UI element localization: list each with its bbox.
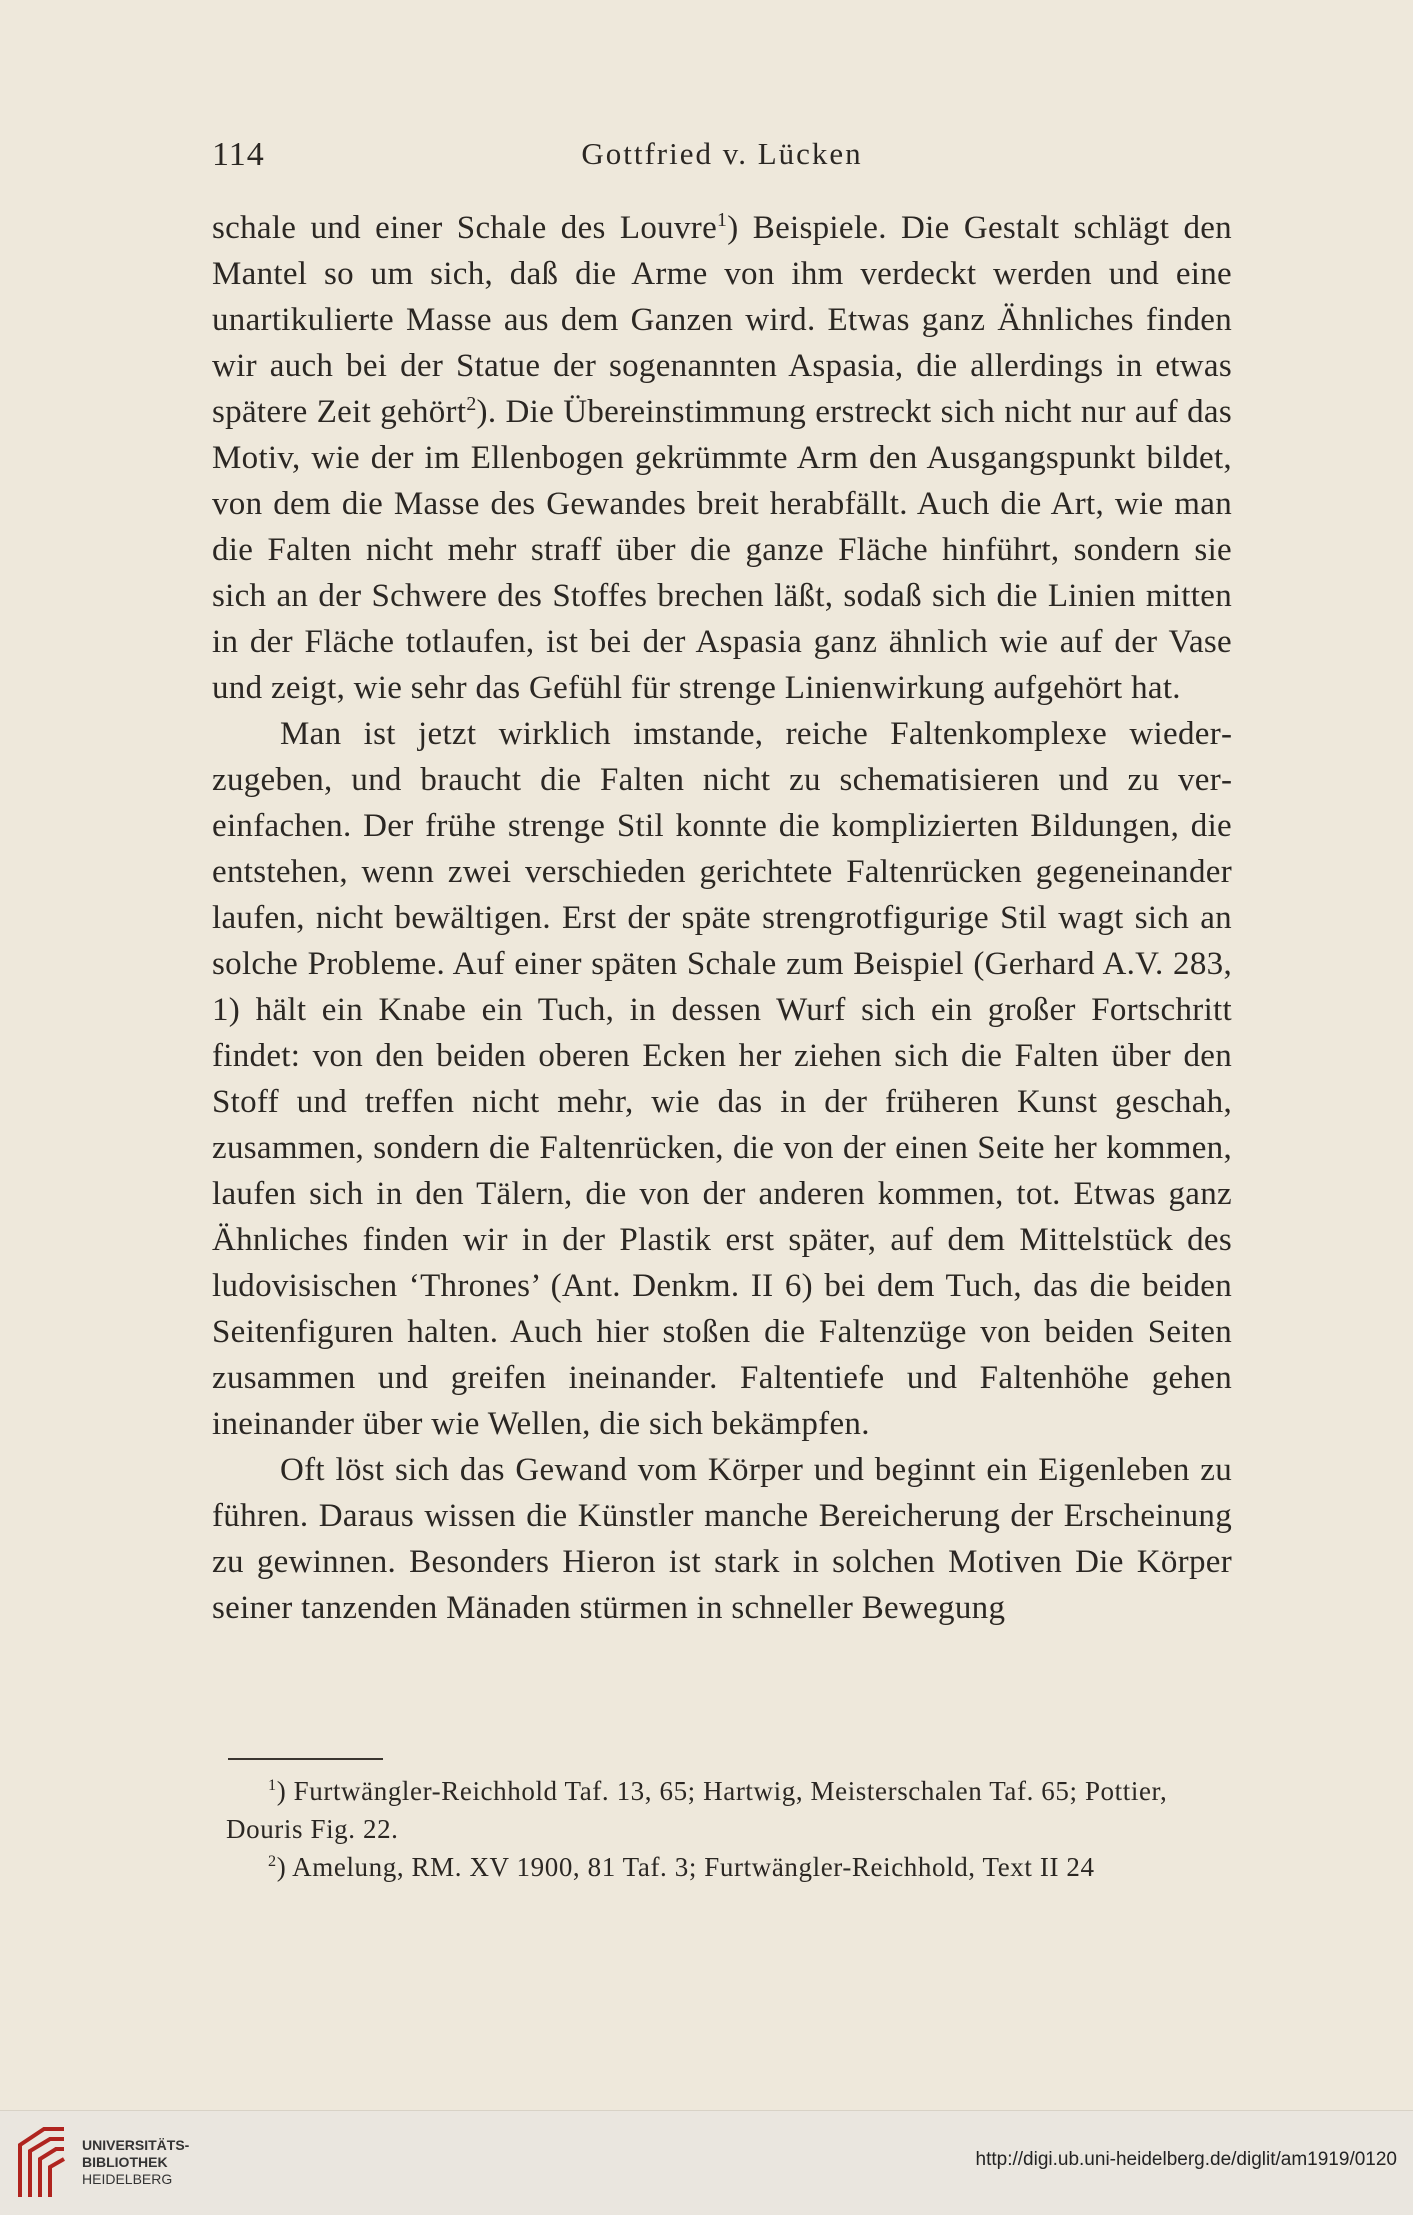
footnote-ref-1: 1 [717,209,728,231]
page-header [212,130,1232,180]
paragraph-1-part-c: ). Die Übereinstimmung erstreckt sich nicht nur auf das Motiv, wie der im Ellenbogen gekrümmte Arm den Ausgangspunkt bildet, von dem die Masse des Gewandes breit herabfällt. Auch die Art, wie man die Falten nicht mehr straff über die ganze Fläche hinführt, sondern sie sich an der Schwere des Stoffes brechen läßt, sodaß sich die Linien mitten in der Fläche totlaufen, ist bei der Aspasia ganz ähnlich wie auf der Vase und zeigt, wie sehr das Gefühl für strenge Linienwirkung aufgehört hat. [212,394,1232,706]
footnote-2-marker: 2 [268,1852,277,1870]
heidelberg-library-logo-icon [14,2123,70,2201]
paragraph-2: Man ist jetzt wirklich imstande, reiche Faltenkomplexe wiederzugeben, und braucht die Falten nicht zu schematisieren und zu vereinfachen. Der frühe strenge Stil konnte die komplizierten Bildungen, die entstehen, wenn zwei verschieden gerichtete Faltenrücken gegeneinander laufen, nicht bewältigen. Erst der späte strengrotfigurige Stil wagt sich an solche Probleme. Auf einer späten Schale zum Beispiel (Gerhard A.V. 283, 1) hält ein Knabe ein Tuch, in dessen Wurf sich ein großer Fortschritt findet: von den beiden oberen Ecken her ziehen sich die Falten über den Stoff und treffen nicht mehr, wie das in der früheren Kunst geschah, zusammen, sondern die Faltenrücken, die von der einen Seite her kommen, laufen sich in den Tälern, die von der anderen kommen, tot. Etwas ganz Ähnliches finden wir in der Plastik erst später, auf dem Mittelstück des ludovisischen ‘Thrones’ (Ant. Denkm. II 6) bei dem Tuch, das die beiden Seitenfiguren halten. Auch hier stoßen die Faltenzüge von beiden Seiten zusammen und greifen ineinander. Faltentiefe und Faltenhöhe gehen ineinander über wie Wellen, die sich bekämpfen. [212,716,1232,1442]
digitization-footer [0,2110,1413,2215]
library-name [82,2137,189,2188]
library-name-line-3: HEIDELBERG [82,2171,173,2187]
paragraph-1-part-a: schale und einer Schale des Louvre [212,210,718,246]
body-text [212,205,1232,1631]
paragraph-3: Oft löst sich das Gewand vom Körper und beginnt ein Eigenleben zu führen. Daraus wissen die Künstler manche Bereicherung der Erscheinung zu gewinnen. Besonders Hieron ist stark in solchen Motiven Die Körper seiner tanzenden Mänaden stürmen in schneller Bewegung [212,1452,1232,1626]
footnote-ref-2: 2 [466,393,477,415]
footnote-1-marker: 1 [268,1776,277,1794]
footnote-1-text: ) Furtwängler-Reichhold Taf. 13, 65; Hartwig, Meisterschalen Taf. 65; Pottier, Douris Fig. 22. [226,1776,1168,1844]
running-head: Gottfried v. Lücken [581,136,863,171]
footnote-2-text: ) Amelung, RM. XV 1900, 81 Taf. 3; Furtwängler-Reichhold, Text II 24 [276,1852,1095,1882]
library-name-line-1: UNIVERSITÄTS- [82,2137,190,2153]
footnote-2 [226,1848,1232,1886]
paragraph-1 [212,205,1232,711]
paragraph-1-part-b: ) Beispiele. Die Gestalt schlägt den Mantel so um sich, daß die Arme von ihm verdeckt werden und eine unartikulierte Masse aus dem Ganzen wird. Etwas ganz Ähnliches finden wir auch bei der Statue der sogenannten Aspasia, die allerdings in etwas spätere Zeit gehört [212,210,1232,430]
footnotes [226,1772,1232,1886]
footnote-1 [226,1772,1232,1848]
footnote-divider [228,1758,383,1760]
page-number: 114 [212,136,265,173]
library-name-line-2: BIBLIOTHEK [82,2154,168,2170]
source-url-link[interactable]: http://digi.ub.uni-heidelberg.de/diglit/am1919/0120 [975,2149,1397,2170]
